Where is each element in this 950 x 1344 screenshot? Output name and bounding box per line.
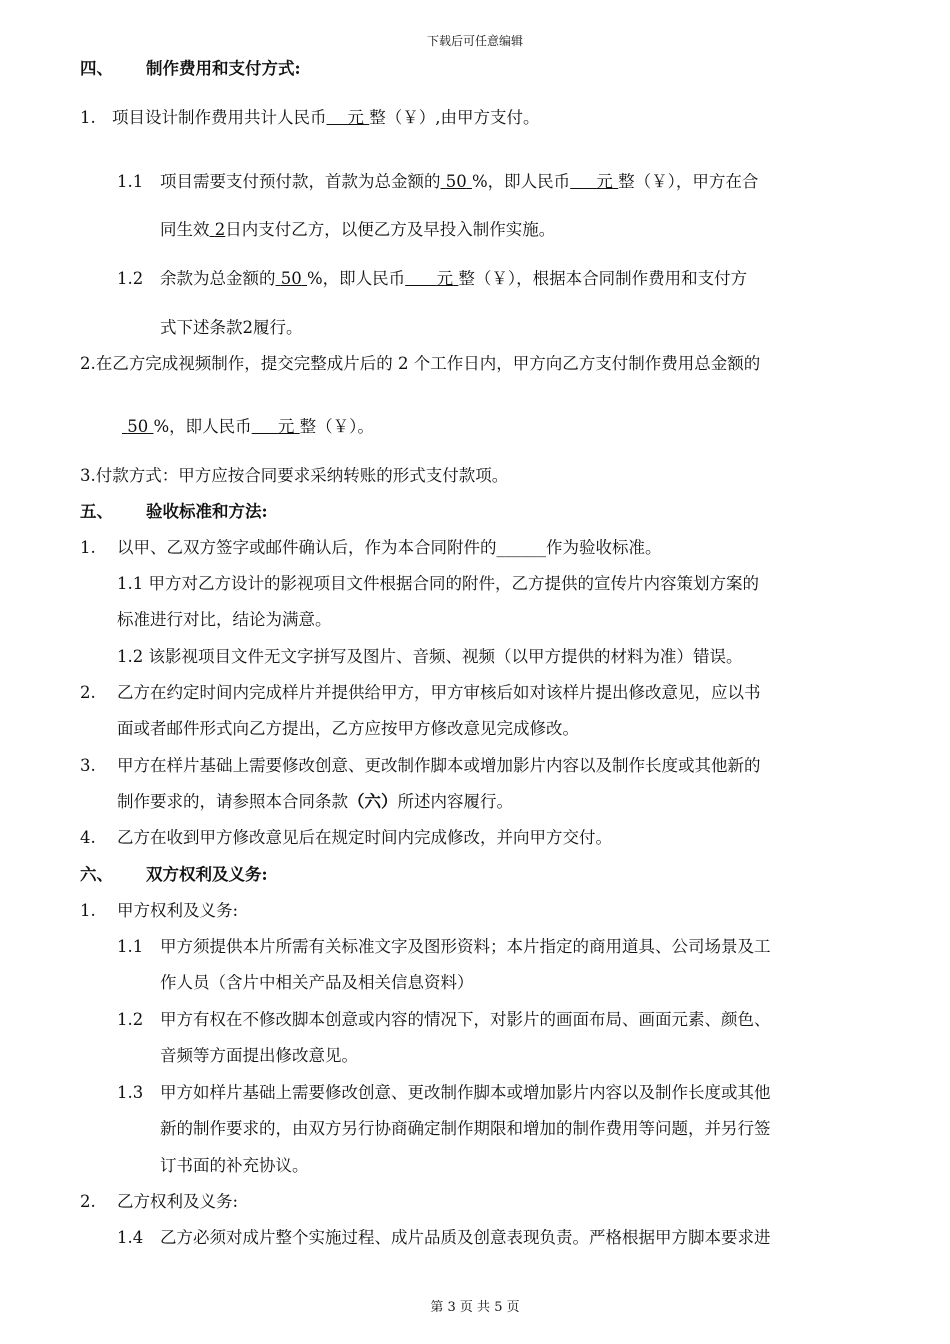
amount-blank <box>405 269 458 288</box>
item-number: 1.3 <box>117 1083 144 1102</box>
prepayment-line-1 <box>160 171 758 193</box>
amount-blank <box>252 417 300 436</box>
text: 所述内容履行。 <box>397 792 513 811</box>
currency-unit: 元 <box>277 417 295 436</box>
text: 制作要求的，请参照本合同条款 <box>117 792 348 811</box>
party-a-1-1-line-2: 作人员（含片中相关产品及相关信息资料） <box>160 973 474 992</box>
percent-value: 50 <box>280 269 302 288</box>
item-number: 1.4 <box>117 1228 144 1247</box>
text: %，即人民币 <box>472 172 571 191</box>
item-number: 1.1 <box>117 937 144 956</box>
item-number: 1. <box>80 108 96 127</box>
item-number: 3. <box>80 756 96 775</box>
item-number: 1.1 <box>117 172 144 191</box>
text: 同生效 <box>160 220 210 239</box>
final-payment-line-2 <box>122 416 374 438</box>
party-a-1-3-line-1: 甲方如样片基础上需要修改创意、更改制作脚本或增加影片内容以及制作长度或其他 <box>160 1083 771 1102</box>
text: 整（￥），甲方在合 <box>618 172 759 191</box>
acceptance-1-1-line-2: 标准进行对比，结论为满意。 <box>117 610 332 629</box>
balance-line-1 <box>160 268 747 290</box>
payment-method-line: 3.付款方式：甲方应按合同要求采纳转账的形式支付款项。 <box>80 466 509 485</box>
percent-value: 50 <box>445 172 467 191</box>
party-a-1-1-line-1: 甲方须提供本片所需有关标准文字及图形资料；本片指定的商用道具、公司场景及工 <box>160 937 771 956</box>
text: 作为验收标准。 <box>546 538 662 557</box>
days-value: 2 <box>214 220 226 239</box>
text: 项目需要支付预付款，首款为总金额的 <box>160 172 441 191</box>
balance-line-2: 式下述条款2履行。 <box>160 318 303 337</box>
acceptance-3-line-2 <box>117 791 513 813</box>
text: %，即人民币 <box>307 269 406 288</box>
party-a-1-3-line-3: 订书面的补充协议。 <box>160 1156 309 1175</box>
final-payment-line-1: 2.在乙方完成视频制作，提交完整成片后的 2 个工作日内，甲方向乙方支付制作费用总金额的 <box>80 354 761 373</box>
item-number: 1. <box>80 901 96 920</box>
currency-unit: 元 <box>596 172 613 191</box>
percent-blank <box>276 269 308 288</box>
currency-unit: 元 <box>347 108 364 127</box>
text: %，即人民币 <box>153 417 252 436</box>
item-number: 2. <box>80 1192 96 1211</box>
acceptance-3-line-1: 甲方在样片基础上需要修改创意、更改制作脚本或增加影片内容以及制作长度或其他新的 <box>117 756 761 775</box>
section-5-number: 五、 <box>80 502 113 521</box>
section-6-title: 双方权利及义务: <box>146 865 268 884</box>
amount-blank <box>570 172 618 191</box>
section-4-title: 制作费用和支付方式: <box>146 59 301 78</box>
text: 整（￥）。 <box>299 417 374 436</box>
party-a-1-2-line-1: 甲方有权在不修改脚本创意或内容的情况下，对影片的画面布局、画面元素、颜色、 <box>160 1010 771 1029</box>
section-4-number: 四、 <box>80 59 113 78</box>
prepayment-line-2 <box>160 219 555 241</box>
fee-total-line <box>112 107 539 129</box>
text: 整（￥），根据本合同制作费用和支付方 <box>458 269 748 288</box>
item-number: 2. <box>80 683 96 702</box>
party-a-1-3-line-2: 新的制作要求的，由双方另行协商确定制作期限和增加的制作费用等问题，并另行签 <box>160 1119 771 1138</box>
clause-reference: （六） <box>348 792 398 811</box>
section-6-number: 六、 <box>80 865 113 884</box>
acceptance-4-line: 乙方在收到甲方修改意见后在规定时间内完成修改，并向甲方交付。 <box>117 828 612 847</box>
acceptance-standard-line <box>117 537 662 559</box>
acceptance-1-1-line-1: 1.1 甲方对乙方设计的影视项目文件根据合同的附件，乙方提供的宣传片内容策划方案的 <box>117 574 759 593</box>
text: 以甲、乙双方签字或邮件确认后，作为本合同附件的 <box>117 538 497 557</box>
percent-value: 50 <box>127 417 149 436</box>
page-header: 下载后可任意编辑 <box>426 34 523 48</box>
currency-unit: 元 <box>436 269 454 288</box>
page-number-footer: 第 3 页 共 5 页 <box>430 1300 520 1315</box>
blank-field: ______ <box>496 538 546 557</box>
days-blank <box>210 220 226 239</box>
text: 项目设计制作费用共计人民币 <box>112 108 327 127</box>
text: 余款为总金额的 <box>160 269 276 288</box>
amount-blank <box>327 108 370 127</box>
party-b-1-4-line-1: 乙方必须对成片整个实施过程、成片品质及创意表现负责。严格根据甲方脚本要求进 <box>160 1228 771 1247</box>
item-number: 1. <box>80 538 96 557</box>
text: 日内支付乙方，以便乙方及早投入制作实施。 <box>225 220 556 239</box>
party-a-1-2-line-2: 音频等方面提出修改意见。 <box>160 1046 358 1065</box>
acceptance-1-2-line: 1.2 该影视项目文件无文字拼写及图片、音频、视频（以甲方提供的材料为准）错误。 <box>117 647 743 666</box>
section-5-title: 验收标准和方法: <box>146 502 268 521</box>
acceptance-2-line-1: 乙方在约定时间内完成样片并提供给甲方，甲方审核后如对该样片提出修改意见，应以书 <box>117 683 761 702</box>
party-a-heading: 甲方权利及义务: <box>117 901 239 920</box>
percent-blank <box>122 417 154 436</box>
text: 整（￥）,由甲方支付。 <box>369 108 540 127</box>
item-number: 1.2 <box>117 1010 144 1029</box>
item-number: 4. <box>80 828 96 847</box>
item-number: 1.2 <box>117 269 144 288</box>
percent-blank <box>441 172 473 191</box>
party-b-heading: 乙方权利及义务: <box>117 1192 239 1211</box>
acceptance-2-line-2: 面或者邮件形式向乙方提出，乙方应按甲方修改意见完成修改。 <box>117 719 579 738</box>
